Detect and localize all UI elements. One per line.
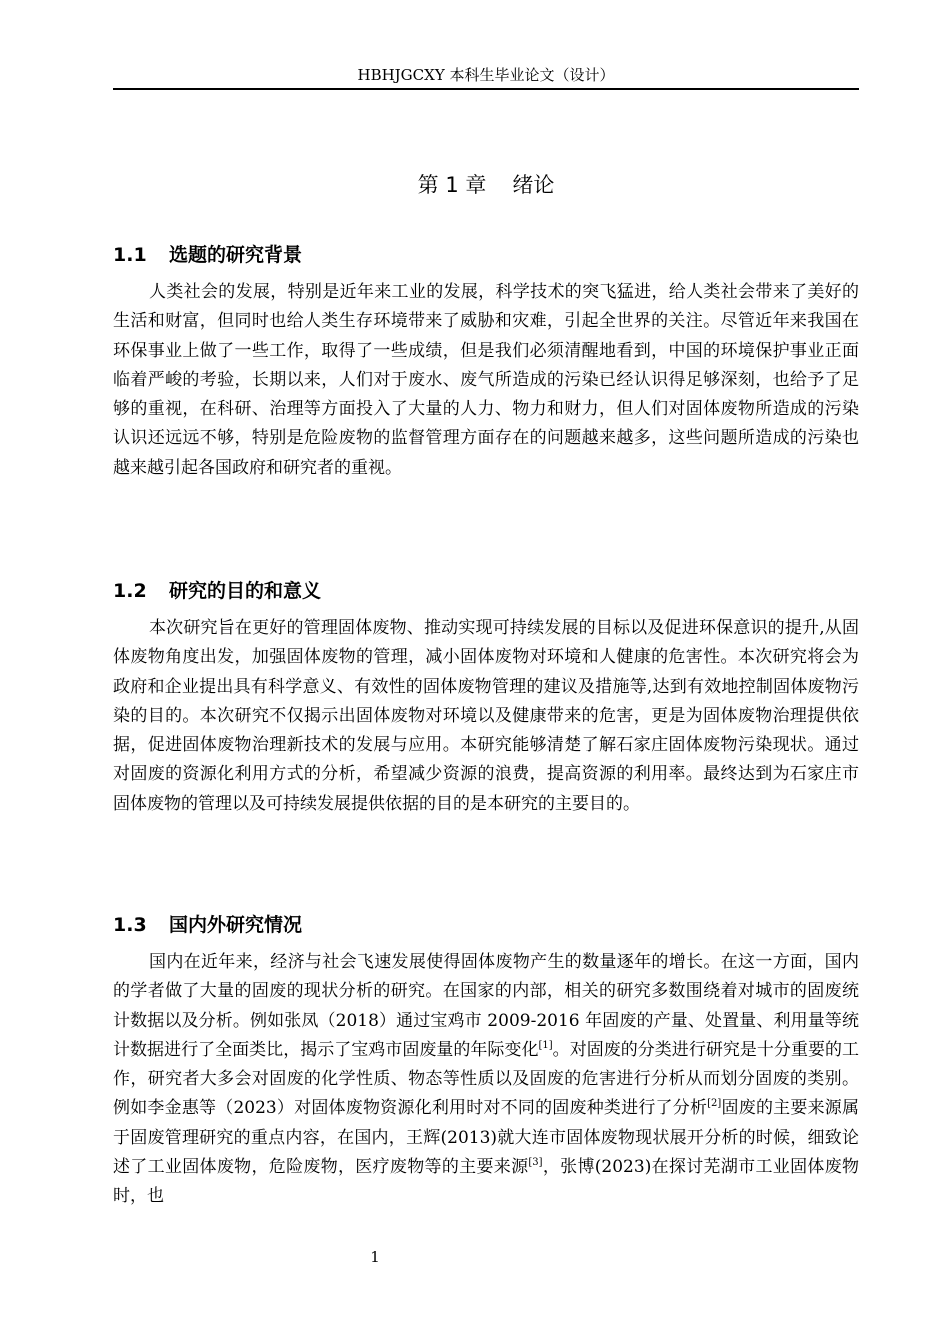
citation-2: [2] [707,1098,722,1110]
section-paragraph [113,948,859,1212]
section-paragraph: 本次研究旨在更好的管理固体废物、推动实现可持续发展的目标以及促进环保意识的提升,从固体废物角度出发，加强固体废物的管理，减小固体废物对环境和人健康的危害性。本次研究将会为政府和企业提出具有科学意义、有效性的固体废物管理的建议及措施等,达到有效地控制固体废物污染的目的。本次研究不仅揭示出固体废物对环境以及健康带来的危害，更是为固体废物治理提供依据，促进固体废物治理新技术的发展与应用。本研究能够清楚了解石家庄固体废物污染现状。通过对固废的资源化利用方式的分析，希望减少资源的浪费，提高资源的利用率。最终达到为石家庄市固体废物的管理以及可持续发展提供依据的目的是本研究的主要目的。 [113,618,859,814]
citation-3: [3] [528,1157,543,1169]
citation-1: [1] [538,1039,553,1051]
paragraph-text: ，张博(2023)在探讨芜湖市工业固体废物时，也 [113,1157,860,1207]
section-heading [113,910,859,940]
section-number: 1.1 [113,244,147,266]
section-1-2 [113,576,859,819]
chapter-number: 第 1 章 [417,173,487,197]
section-title: 选题的研究背景 [169,244,303,266]
section-number: 1.2 [113,580,147,602]
paragraph-text: 国内在近年来，经济与社会飞速发展使得固体废物产生的数量逐年的增长。在这一方面，国内的学者做了大量的固废的现状分析的研究。在国家的内部，相关的研究多数围绕着对城市的固废统计数据以及分析。例如张凤（2018）通过宝鸡市 2009-2016 年固废的产量、处置量、利用量等统计数据进行了全面类比，揭示了宝鸡市固废量的年际变化 [113,952,859,1060]
section-1-3 [113,910,859,1212]
section-1-1 [113,240,859,483]
paragraph-text: 。对固废的分类进行研究是十分重要的工作，研究者大多会对固废的化学性质、物态等性质以及固废的危害进行分析从而划分固废的类别。例如李金惠等（2023）对固体废物资源化利用时对不同的固废种类进行了分析 [113,1039,860,1119]
chapter-title [113,170,859,200]
section-paragraph: 人类社会的发展，特别是近年来工业的发展，科学技术的突飞猛进，给人类社会带来了美好的生活和财富，但同时也给人类生存环境带来了威胁和灾难，引起全世界的关注。尽管近年来我国在环保事业上做了一些工作，取得了一些成绩，但是我们必须清醒地看到，中国的环境保护事业正面临着严峻的考验，长期以来，人们对于废水、废气所造成的污染已经认识得足够深刻，也给予了足够的重视，在科研、治理等方面投入了大量的人力、物力和财力，但人们对固体废物所造成的污染认识还远远不够，特别是危险废物的监督管理方面存在的问题越来越多，这些问题所造成的污染也越来越引起各国政府和研究者的重视。 [113,282,859,478]
paragraph-text: 固废的主要来源属于固废管理研究的重点内容，在国内，王辉(2013)就大连市固体废物现状展开分析的时候，细致论述了工业固体废物，危险废物，医疗废物等的主要来源 [113,1098,859,1178]
page-header: HBHJGCXY 本科生毕业论文（设计） [113,64,859,90]
section-heading [113,240,859,270]
section-number: 1.3 [113,914,147,936]
section-heading [113,576,859,606]
section-title: 研究的目的和意义 [169,580,322,602]
section-title: 国内外研究情况 [169,914,303,936]
page-number: 1 [370,1248,380,1266]
chapter-name: 绪论 [512,173,555,197]
